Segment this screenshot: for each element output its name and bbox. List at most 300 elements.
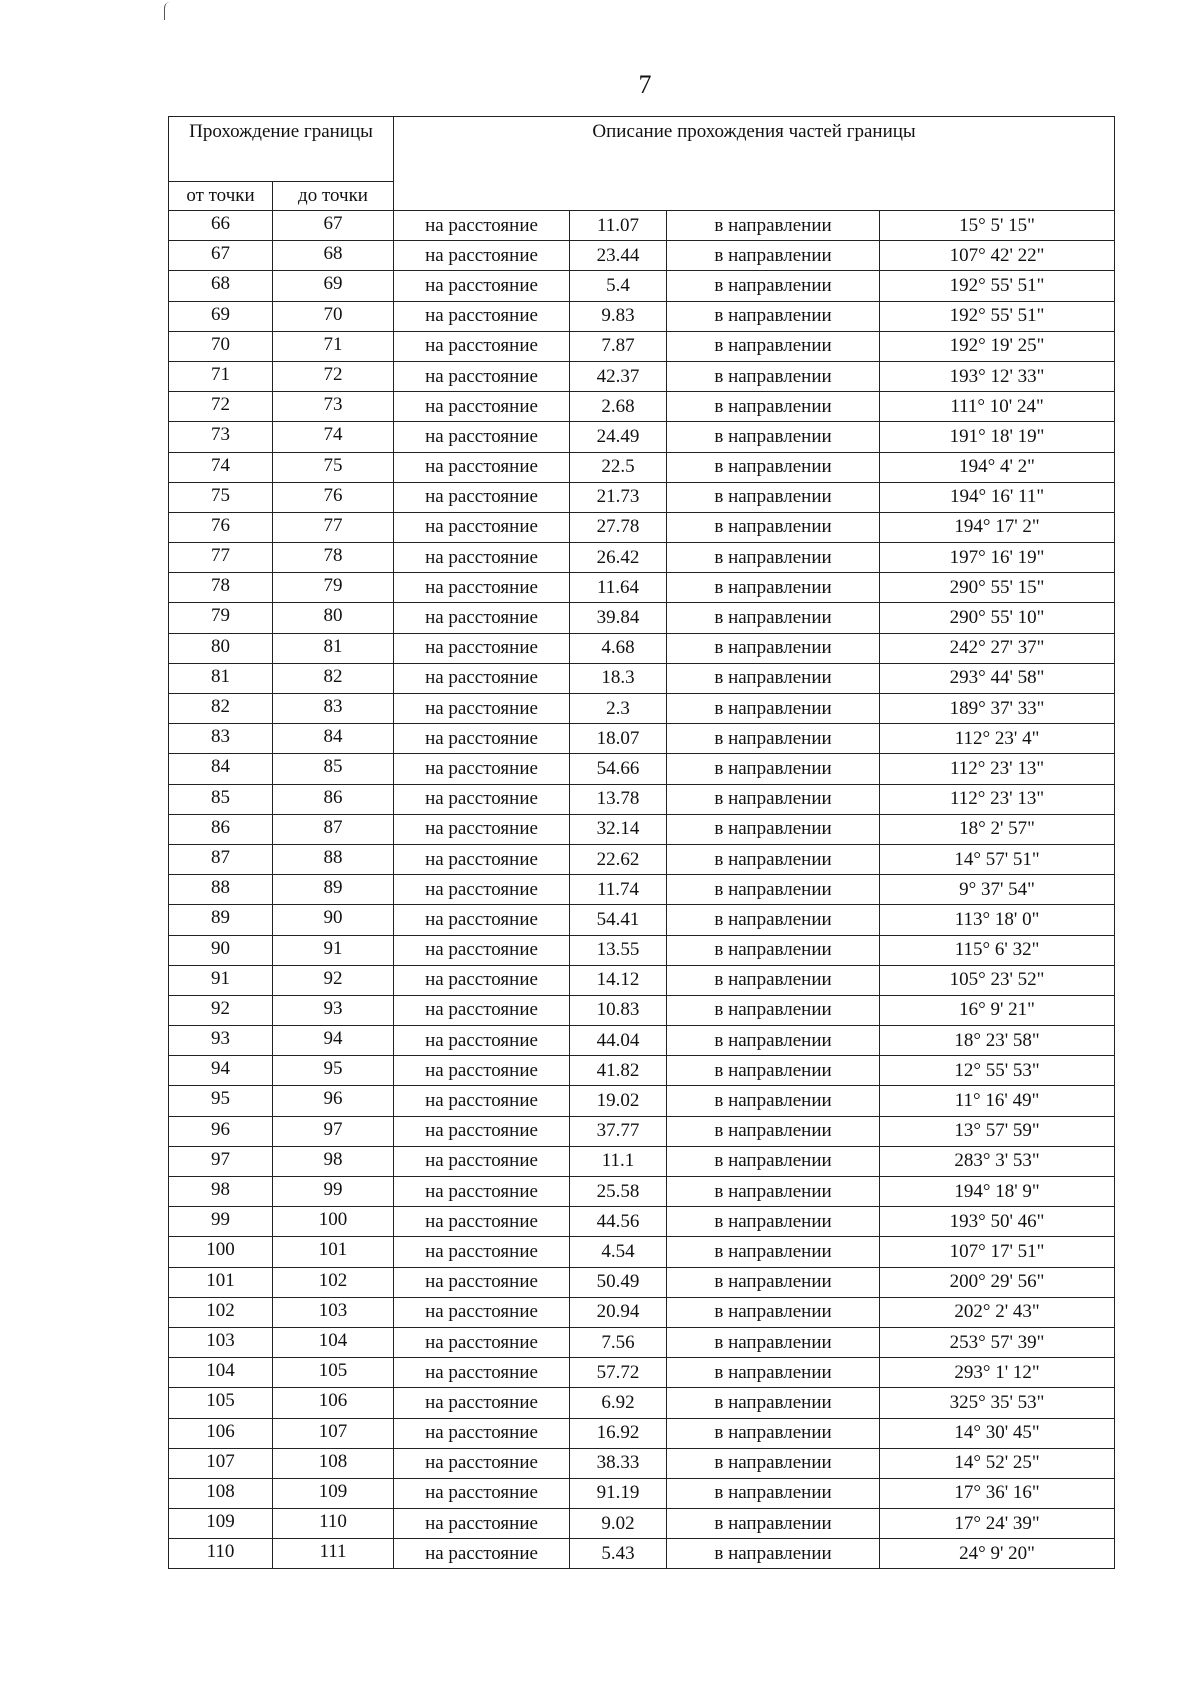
bearing-value-cell: 192° 55' 51": [880, 301, 1115, 331]
direction-label-cell: в направлении: [667, 1207, 880, 1237]
distance-value-cell: 22.5: [570, 452, 667, 482]
direction-label-cell: в направлении: [667, 361, 880, 391]
distance-value-cell: 44.04: [570, 1026, 667, 1056]
direction-label-cell: в направлении: [667, 1146, 880, 1176]
table-body: [169, 211, 1115, 1569]
from-point-cell: 107: [169, 1448, 273, 1478]
to-point-cell: 71: [273, 331, 394, 361]
to-point-cell: 95: [273, 1056, 394, 1086]
to-point-cell: 93: [273, 995, 394, 1025]
distance-label-cell: на расстояние: [394, 1026, 570, 1056]
from-point-cell: 82: [169, 694, 273, 724]
direction-label-cell: в направлении: [667, 1539, 880, 1569]
bearing-value-cell: 283° 3' 53": [880, 1146, 1115, 1176]
bearing-value-cell: 111° 10' 24": [880, 392, 1115, 422]
table-row: [169, 1418, 1115, 1448]
bearing-value-cell: 13° 57' 59": [880, 1116, 1115, 1146]
table-row: [169, 1207, 1115, 1237]
direction-label-cell: в направлении: [667, 452, 880, 482]
from-point-cell: 88: [169, 875, 273, 905]
table-row: [169, 633, 1115, 663]
to-point-cell: 103: [273, 1297, 394, 1327]
table-row: [169, 694, 1115, 724]
table-row: [169, 1388, 1115, 1418]
distance-value-cell: 13.78: [570, 784, 667, 814]
from-point-cell: 69: [169, 301, 273, 331]
to-point-cell: 67: [273, 211, 394, 241]
distance-label-cell: на расстояние: [394, 995, 570, 1025]
from-point-cell: 91: [169, 965, 273, 995]
to-point-cell: 78: [273, 543, 394, 573]
from-point-cell: 95: [169, 1086, 273, 1116]
distance-value-cell: 11.74: [570, 875, 667, 905]
to-point-cell: 89: [273, 875, 394, 905]
distance-value-cell: 11.07: [570, 211, 667, 241]
table-row: [169, 754, 1115, 784]
page-number: 7: [638, 70, 652, 99]
direction-label-cell: в направлении: [667, 512, 880, 542]
distance-value-cell: 18.07: [570, 724, 667, 754]
from-point-cell: 81: [169, 663, 273, 693]
distance-label-cell: на расстояние: [394, 1116, 570, 1146]
to-point-cell: 108: [273, 1448, 394, 1478]
distance-value-cell: 26.42: [570, 543, 667, 573]
table-row: [169, 1237, 1115, 1267]
bearing-value-cell: 194° 17' 2": [880, 512, 1115, 542]
table-row: [169, 1116, 1115, 1146]
direction-label-cell: в направлении: [667, 301, 880, 331]
distance-label-cell: на расстояние: [394, 271, 570, 301]
distance-label-cell: на расстояние: [394, 694, 570, 724]
table-row: [169, 935, 1115, 965]
distance-value-cell: 42.37: [570, 361, 667, 391]
table-row: [169, 1478, 1115, 1508]
bearing-value-cell: 191° 18' 19": [880, 422, 1115, 452]
bearing-value-cell: 9° 37' 54": [880, 875, 1115, 905]
from-point-cell: 105: [169, 1388, 273, 1418]
direction-label-cell: в направлении: [667, 1388, 880, 1418]
from-point-cell: 86: [169, 814, 273, 844]
distance-label-cell: на расстояние: [394, 1418, 570, 1448]
to-point-cell: 77: [273, 512, 394, 542]
bearing-value-cell: 17° 24' 39": [880, 1509, 1115, 1539]
from-point-cell: 104: [169, 1358, 273, 1388]
distance-value-cell: 9.02: [570, 1509, 667, 1539]
to-point-cell: 94: [273, 1026, 394, 1056]
distance-value-cell: 57.72: [570, 1358, 667, 1388]
table-row: [169, 392, 1115, 422]
from-point-cell: 98: [169, 1177, 273, 1207]
table-row: [169, 784, 1115, 814]
table-row: [169, 995, 1115, 1025]
distance-label-cell: на расстояние: [394, 392, 570, 422]
to-point-cell: 75: [273, 452, 394, 482]
to-point-cell: 69: [273, 271, 394, 301]
distance-label-cell: на расстояние: [394, 754, 570, 784]
from-point-cell: 79: [169, 603, 273, 633]
direction-label-cell: в направлении: [667, 724, 880, 754]
from-point-cell: 108: [169, 1478, 273, 1508]
distance-label-cell: на расстояние: [394, 331, 570, 361]
distance-label-cell: на расстояние: [394, 784, 570, 814]
bearing-value-cell: 193° 50' 46": [880, 1207, 1115, 1237]
from-point-cell: 96: [169, 1116, 273, 1146]
distance-label-cell: на расстояние: [394, 965, 570, 995]
distance-label-cell: на расстояние: [394, 1388, 570, 1418]
bearing-value-cell: 115° 6' 32": [880, 935, 1115, 965]
bearing-value-cell: 112° 23' 13": [880, 784, 1115, 814]
table-row: [169, 603, 1115, 633]
to-point-cell: 87: [273, 814, 394, 844]
distance-value-cell: 23.44: [570, 241, 667, 271]
from-point-cell: 78: [169, 573, 273, 603]
bearing-value-cell: 18° 2' 57": [880, 814, 1115, 844]
to-point-cell: 80: [273, 603, 394, 633]
to-point-cell: 100: [273, 1207, 394, 1237]
to-point-cell: 72: [273, 361, 394, 391]
to-point-cell: 83: [273, 694, 394, 724]
to-point-cell: 84: [273, 724, 394, 754]
bearing-value-cell: 189° 37' 33": [880, 694, 1115, 724]
from-point-cell: 84: [169, 754, 273, 784]
to-point-cell: 101: [273, 1237, 394, 1267]
bearing-value-cell: 105° 23' 52": [880, 965, 1115, 995]
distance-value-cell: 5.4: [570, 271, 667, 301]
direction-label-cell: в направлении: [667, 1478, 880, 1508]
distance-label-cell: на расстояние: [394, 573, 570, 603]
from-point-cell: 110: [169, 1539, 273, 1569]
to-point-cell: 88: [273, 844, 394, 874]
direction-label-cell: в направлении: [667, 482, 880, 512]
to-point-cell: 99: [273, 1177, 394, 1207]
distance-label-cell: на расстояние: [394, 211, 570, 241]
from-point-cell: 92: [169, 995, 273, 1025]
distance-label-cell: на расстояние: [394, 1207, 570, 1237]
table-row: [169, 452, 1115, 482]
bearing-value-cell: 12° 55' 53": [880, 1056, 1115, 1086]
to-point-cell: 90: [273, 905, 394, 935]
distance-label-cell: на расстояние: [394, 1267, 570, 1297]
distance-label-cell: на расстояние: [394, 1237, 570, 1267]
from-point-cell: 76: [169, 512, 273, 542]
table-row: [169, 543, 1115, 573]
direction-label-cell: в направлении: [667, 905, 880, 935]
distance-label-cell: на расстояние: [394, 1509, 570, 1539]
bearing-value-cell: 14° 57' 51": [880, 844, 1115, 874]
from-point-cell: 97: [169, 1146, 273, 1176]
table-row: [169, 1267, 1115, 1297]
direction-label-cell: в направлении: [667, 1418, 880, 1448]
table-row: [169, 1448, 1115, 1478]
distance-label-cell: на расстояние: [394, 1327, 570, 1357]
bearing-value-cell: 194° 4' 2": [880, 452, 1115, 482]
bearing-value-cell: 290° 55' 10": [880, 603, 1115, 633]
direction-label-cell: в направлении: [667, 241, 880, 271]
distance-label-cell: на расстояние: [394, 1539, 570, 1569]
distance-label-cell: на расстояние: [394, 543, 570, 573]
distance-value-cell: 54.66: [570, 754, 667, 784]
from-point-cell: 74: [169, 452, 273, 482]
to-point-cell: 102: [273, 1267, 394, 1297]
to-point-cell: 97: [273, 1116, 394, 1146]
direction-label-cell: в направлении: [667, 1056, 880, 1086]
to-point-cell: 96: [273, 1086, 394, 1116]
boundary-table: [168, 116, 1115, 1569]
distance-value-cell: 14.12: [570, 965, 667, 995]
bearing-value-cell: 194° 16' 11": [880, 482, 1115, 512]
distance-value-cell: 5.43: [570, 1539, 667, 1569]
bearing-value-cell: 200° 29' 56": [880, 1267, 1115, 1297]
to-point-cell: 98: [273, 1146, 394, 1176]
bearing-value-cell: 107° 17' 51": [880, 1237, 1115, 1267]
direction-label-cell: в направлении: [667, 543, 880, 573]
distance-value-cell: 41.82: [570, 1056, 667, 1086]
direction-label-cell: в направлении: [667, 603, 880, 633]
distance-label-cell: на расстояние: [394, 1146, 570, 1176]
direction-label-cell: в направлении: [667, 422, 880, 452]
table-row: [169, 1177, 1115, 1207]
distance-value-cell: 32.14: [570, 814, 667, 844]
header-description: Описание прохождения частей границы: [394, 117, 1115, 211]
to-point-cell: 109: [273, 1478, 394, 1508]
distance-value-cell: 11.1: [570, 1146, 667, 1176]
bearing-value-cell: 14° 30' 45": [880, 1418, 1115, 1448]
to-point-cell: 107: [273, 1418, 394, 1448]
distance-value-cell: 20.94: [570, 1297, 667, 1327]
distance-label-cell: на расстояние: [394, 935, 570, 965]
direction-label-cell: в направлении: [667, 965, 880, 995]
direction-label-cell: в направлении: [667, 875, 880, 905]
distance-label-cell: на расстояние: [394, 512, 570, 542]
direction-label-cell: в направлении: [667, 995, 880, 1025]
direction-label-cell: в направлении: [667, 573, 880, 603]
to-point-cell: 79: [273, 573, 394, 603]
bearing-value-cell: 192° 19' 25": [880, 331, 1115, 361]
distance-label-cell: на расстояние: [394, 1448, 570, 1478]
distance-label-cell: на расстояние: [394, 875, 570, 905]
distance-label-cell: на расстояние: [394, 844, 570, 874]
header-from-point: от точки: [169, 182, 273, 211]
distance-label-cell: на расстояние: [394, 452, 570, 482]
distance-label-cell: на расстояние: [394, 724, 570, 754]
bearing-value-cell: 193° 12' 33": [880, 361, 1115, 391]
direction-label-cell: в направлении: [667, 754, 880, 784]
distance-label-cell: на расстояние: [394, 1056, 570, 1086]
distance-value-cell: 24.49: [570, 422, 667, 452]
from-point-cell: 66: [169, 211, 273, 241]
to-point-cell: 110: [273, 1509, 394, 1539]
distance-value-cell: 9.83: [570, 301, 667, 331]
distance-value-cell: 13.55: [570, 935, 667, 965]
from-point-cell: 72: [169, 392, 273, 422]
distance-label-cell: на расстояние: [394, 482, 570, 512]
table-row: [169, 1056, 1115, 1086]
distance-label-cell: на расстояние: [394, 663, 570, 693]
bearing-value-cell: 17° 36' 16": [880, 1478, 1115, 1508]
distance-value-cell: 27.78: [570, 512, 667, 542]
table-row: [169, 965, 1115, 995]
to-point-cell: 86: [273, 784, 394, 814]
table-row: [169, 1146, 1115, 1176]
to-point-cell: 91: [273, 935, 394, 965]
direction-label-cell: в направлении: [667, 1358, 880, 1388]
distance-value-cell: 4.54: [570, 1237, 667, 1267]
distance-value-cell: 37.77: [570, 1116, 667, 1146]
from-point-cell: 70: [169, 331, 273, 361]
direction-label-cell: в направлении: [667, 392, 880, 422]
bearing-value-cell: 11° 16' 49": [880, 1086, 1115, 1116]
bearing-value-cell: 112° 23' 13": [880, 754, 1115, 784]
distance-value-cell: 38.33: [570, 1448, 667, 1478]
table-row: [169, 512, 1115, 542]
direction-label-cell: в направлении: [667, 1448, 880, 1478]
bearing-value-cell: 14° 52' 25": [880, 1448, 1115, 1478]
from-point-cell: 89: [169, 905, 273, 935]
table-row: [169, 1358, 1115, 1388]
from-point-cell: 106: [169, 1418, 273, 1448]
table-row: [169, 271, 1115, 301]
from-point-cell: 109: [169, 1509, 273, 1539]
bearing-value-cell: 113° 18' 0": [880, 905, 1115, 935]
bearing-value-cell: 242° 27' 37": [880, 633, 1115, 663]
distance-value-cell: 2.68: [570, 392, 667, 422]
direction-label-cell: в направлении: [667, 1116, 880, 1146]
bearing-value-cell: 107° 42' 22": [880, 241, 1115, 271]
table-row: [169, 844, 1115, 874]
distance-value-cell: 16.92: [570, 1418, 667, 1448]
from-point-cell: 90: [169, 935, 273, 965]
table-row: [169, 573, 1115, 603]
distance-label-cell: на расстояние: [394, 1086, 570, 1116]
direction-label-cell: в направлении: [667, 1086, 880, 1116]
bearing-value-cell: 253° 57' 39": [880, 1327, 1115, 1357]
table-row: [169, 1026, 1115, 1056]
to-point-cell: 105: [273, 1358, 394, 1388]
distance-value-cell: 91.19: [570, 1478, 667, 1508]
table-row: [169, 1297, 1115, 1327]
bearing-value-cell: 18° 23' 58": [880, 1026, 1115, 1056]
table-row: [169, 724, 1115, 754]
distance-label-cell: на расстояние: [394, 814, 570, 844]
distance-label-cell: на расстояние: [394, 422, 570, 452]
bearing-value-cell: 112° 23' 4": [880, 724, 1115, 754]
distance-value-cell: 10.83: [570, 995, 667, 1025]
distance-label-cell: на расстояние: [394, 1177, 570, 1207]
table-row: [169, 422, 1115, 452]
bearing-value-cell: 202° 2' 43": [880, 1297, 1115, 1327]
bearing-value-cell: 16° 9' 21": [880, 995, 1115, 1025]
from-point-cell: 93: [169, 1026, 273, 1056]
distance-label-cell: на расстояние: [394, 905, 570, 935]
distance-value-cell: 2.3: [570, 694, 667, 724]
distance-label-cell: на расстояние: [394, 633, 570, 663]
bearing-value-cell: 192° 55' 51": [880, 271, 1115, 301]
distance-value-cell: 39.84: [570, 603, 667, 633]
direction-label-cell: в направлении: [667, 694, 880, 724]
to-point-cell: 111: [273, 1539, 394, 1569]
distance-value-cell: 18.3: [570, 663, 667, 693]
direction-label-cell: в направлении: [667, 935, 880, 965]
table-row: [169, 211, 1115, 241]
from-point-cell: 71: [169, 361, 273, 391]
bearing-value-cell: 197° 16' 19": [880, 543, 1115, 573]
distance-label-cell: на расстояние: [394, 1478, 570, 1508]
distance-value-cell: 50.49: [570, 1267, 667, 1297]
direction-label-cell: в направлении: [667, 814, 880, 844]
to-point-cell: 70: [273, 301, 394, 331]
direction-label-cell: в направлении: [667, 1509, 880, 1539]
table-row: [169, 1539, 1115, 1569]
distance-value-cell: 22.62: [570, 844, 667, 874]
direction-label-cell: в направлении: [667, 844, 880, 874]
distance-label-cell: на расстояние: [394, 1358, 570, 1388]
to-point-cell: 82: [273, 663, 394, 693]
direction-label-cell: в направлении: [667, 784, 880, 814]
from-point-cell: 85: [169, 784, 273, 814]
to-point-cell: 104: [273, 1327, 394, 1357]
from-point-cell: 101: [169, 1267, 273, 1297]
from-point-cell: 103: [169, 1327, 273, 1357]
direction-label-cell: в направлении: [667, 331, 880, 361]
table-row: [169, 814, 1115, 844]
from-point-cell: 83: [169, 724, 273, 754]
distance-value-cell: 44.56: [570, 1207, 667, 1237]
from-point-cell: 94: [169, 1056, 273, 1086]
distance-label-cell: на расстояние: [394, 241, 570, 271]
distance-value-cell: 25.58: [570, 1177, 667, 1207]
bearing-value-cell: 24° 9' 20": [880, 1539, 1115, 1569]
table-row: [169, 241, 1115, 271]
distance-value-cell: 7.56: [570, 1327, 667, 1357]
table-row: [169, 361, 1115, 391]
bearing-value-cell: 293° 44' 58": [880, 663, 1115, 693]
scan-mark: [164, 2, 175, 20]
direction-label-cell: в направлении: [667, 1177, 880, 1207]
direction-label-cell: в направлении: [667, 1237, 880, 1267]
table-row: [169, 1327, 1115, 1357]
bearing-value-cell: 290° 55' 15": [880, 573, 1115, 603]
from-point-cell: 99: [169, 1207, 273, 1237]
to-point-cell: 68: [273, 241, 394, 271]
table-row: [169, 331, 1115, 361]
header-to-point: до точки: [273, 182, 394, 211]
table-row: [169, 663, 1115, 693]
distance-label-cell: на расстояние: [394, 301, 570, 331]
bearing-value-cell: 293° 1' 12": [880, 1358, 1115, 1388]
to-point-cell: 74: [273, 422, 394, 452]
distance-value-cell: 19.02: [570, 1086, 667, 1116]
direction-label-cell: в направлении: [667, 633, 880, 663]
from-point-cell: 77: [169, 543, 273, 573]
from-point-cell: 68: [169, 271, 273, 301]
to-point-cell: 81: [273, 633, 394, 663]
from-point-cell: 100: [169, 1237, 273, 1267]
to-point-cell: 76: [273, 482, 394, 512]
distance-value-cell: 4.68: [570, 633, 667, 663]
distance-value-cell: 54.41: [570, 905, 667, 935]
direction-label-cell: в направлении: [667, 1267, 880, 1297]
from-point-cell: 67: [169, 241, 273, 271]
distance-label-cell: на расстояние: [394, 1297, 570, 1327]
direction-label-cell: в направлении: [667, 1297, 880, 1327]
bearing-value-cell: 325° 35' 53": [880, 1388, 1115, 1418]
from-point-cell: 73: [169, 422, 273, 452]
distance-value-cell: 21.73: [570, 482, 667, 512]
table-row: [169, 301, 1115, 331]
header-passage: Прохождение границы: [169, 117, 394, 182]
direction-label-cell: в направлении: [667, 1026, 880, 1056]
distance-value-cell: 11.64: [570, 573, 667, 603]
